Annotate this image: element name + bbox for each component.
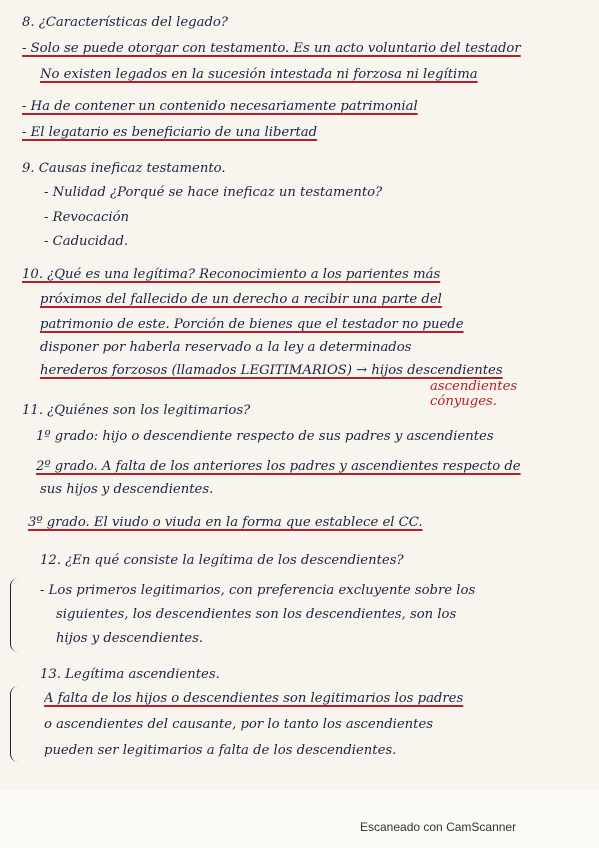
note-line: 12. ¿En qué consiste la legítima de los descendientes? [40,553,404,568]
note-line: pueden ser legitimarios a falta de los descendientes. [44,743,397,758]
note-line: cónyuges. [430,394,497,409]
note-line: - Caducidad. [44,234,129,249]
note-line: 10. ¿Qué es una legítima? Reconocimiento a los parientes más [22,267,441,282]
note-line: 9. Causas ineficaz testamento. [22,161,226,176]
brace-mark-q13 [10,686,19,762]
note-line: hijos y descendientes. [56,631,204,646]
note-line: 1º grado: hijo o descendiente respecto de sus padres y ascendientes [36,429,494,444]
note-line: A falta de los hijos o descendientes son legitimarios los padres [44,691,464,706]
note-line: - Los primeros legitimarios, con preferencia excluyente sobre los [40,583,476,598]
note-line: - Nulidad ¿Porqué se hace ineficaz un testamento? [44,185,383,200]
note-line: patrimonio de este. Porción de bienes que el testador no puede [40,317,464,332]
note-line: o ascendientes del causante, por lo tanto los ascendientes [44,717,434,732]
note-line: disponer por haberla reservado a la ley a determinados [40,340,412,355]
brace-mark-q12 [10,578,19,652]
note-line: 13. Legítima ascendientes. [40,667,220,682]
note-line: ascendientes [430,379,518,394]
note-line: 2º grado. A falta de los anteriores los padres y ascendientes respecto de [36,459,521,474]
note-line: 11. ¿Quiénes son los legitimarios? [22,403,251,418]
note-line: - Solo se puede otorgar con testamento. Es un acto voluntario del testador [22,41,521,56]
note-line: siguientes, los descendientes son los descendientes, son los [56,607,457,622]
camscanner-footer: Escaneado con CamScanner [360,820,517,834]
note-line: 8. ¿Características del legado? [22,15,228,30]
note-line: No existen legados en la sucesión intestada ni forzosa ni legítima [40,67,478,82]
note-line: - Ha de contener un contenido necesariamente patrimonial [22,99,418,114]
note-line: 3º grado. El viudo o viuda en la forma que establece el CC. [28,515,423,530]
note-line: herederos forzosos (llamados LEGITIMARIOS) → hijos descendientes [40,363,503,378]
note-line: - Revocación [44,210,130,225]
note-line: próximos del fallecido de un derecho a recibir una parte del [40,292,442,307]
note-line: - El legatario es beneficiario de una libertad [22,125,318,140]
note-line: sus hijos y descendientes. [40,482,214,497]
